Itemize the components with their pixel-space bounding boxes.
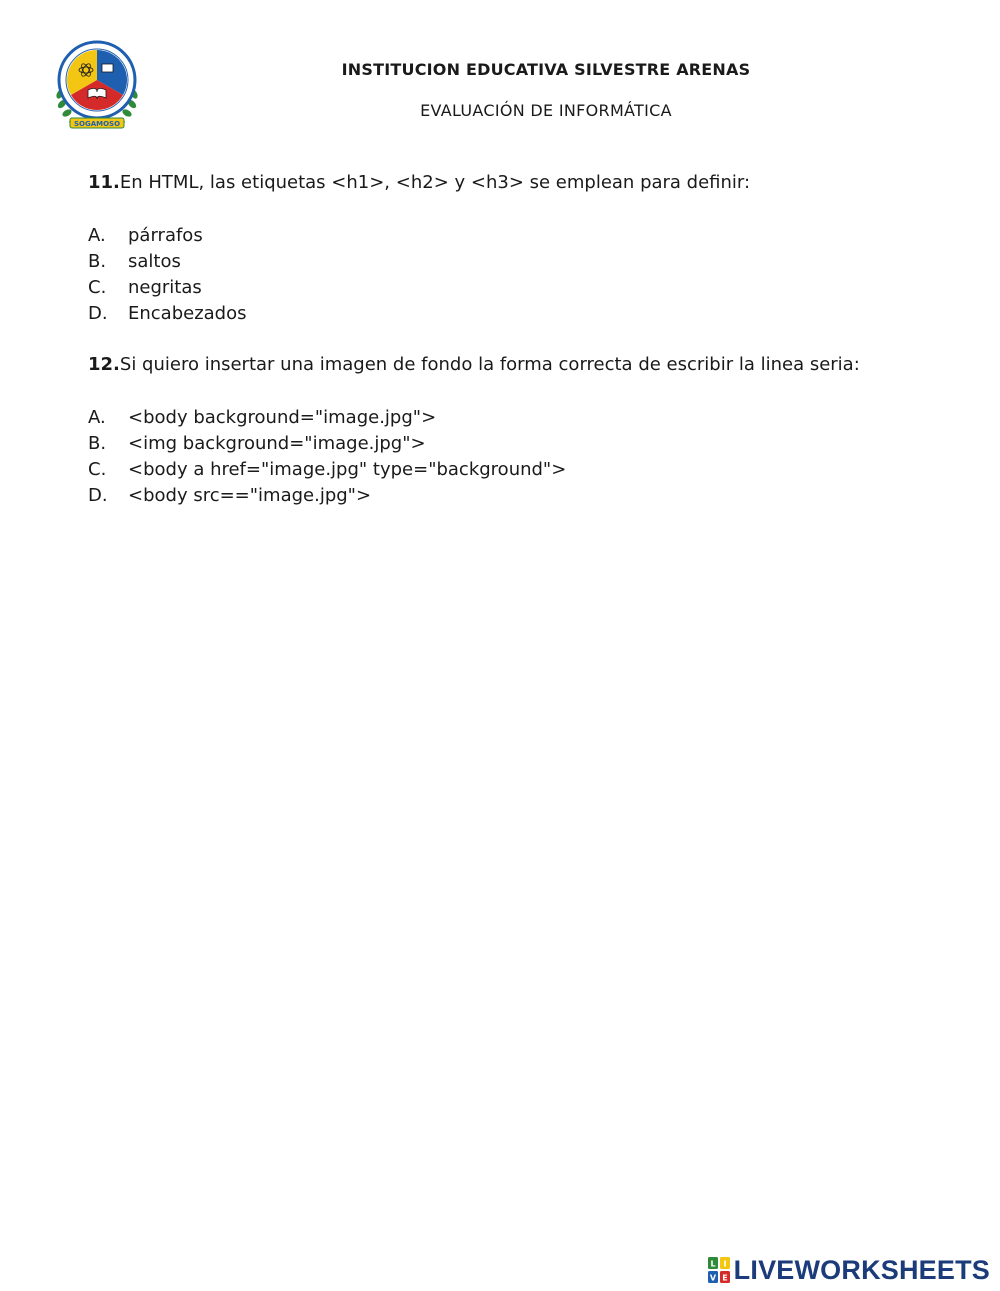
brand-text: LIVEWORKSHEETS [733, 1254, 990, 1285]
option-letter: B. [88, 251, 107, 272]
option-text: negritas [128, 277, 202, 298]
option-text: <img background="image.jpg"> [128, 433, 426, 454]
option-text: Encabezados [128, 303, 247, 324]
option-letter: D. [88, 303, 108, 324]
option-text: párrafos [128, 225, 203, 246]
computer-icon [102, 64, 113, 72]
option-d[interactable] [88, 483, 566, 509]
school-logo [52, 32, 142, 140]
question-12 [88, 354, 860, 375]
question-text: En HTML, las etiquetas <h1>, <h2> y <h3> se emplean para definir: [119, 172, 751, 193]
option-text: <body src=="image.jpg"> [128, 485, 372, 506]
option-d[interactable] [88, 301, 247, 327]
question-12-options [88, 405, 566, 509]
option-b[interactable] [88, 249, 247, 275]
option-letter: D. [88, 485, 108, 506]
option-letter: B. [88, 433, 107, 454]
question-number: 11. [88, 172, 120, 193]
svg-text:V: V [709, 1273, 716, 1283]
svg-text:SOGAMOSO: SOGAMOSO [73, 120, 121, 128]
option-letter: A. [88, 407, 106, 428]
option-a[interactable] [88, 405, 566, 431]
question-11 [88, 172, 750, 193]
option-letter: C. [88, 459, 107, 480]
liveworksheets-brand[interactable] [708, 1253, 990, 1287]
option-c[interactable] [88, 275, 247, 301]
svg-text:E: E [721, 1273, 728, 1283]
option-a[interactable] [88, 223, 247, 249]
question-11-options [88, 223, 247, 327]
school-name: INSTITUCION EDUCATIVA SILVESTRE ARENAS [341, 60, 751, 79]
liveworksheets-logo-icon [708, 1257, 730, 1283]
svg-text:L: L [710, 1259, 716, 1269]
option-b[interactable] [88, 431, 566, 457]
option-letter: C. [88, 277, 107, 298]
exam-title: EVALUACIÓN DE INFORMÁTICA [420, 101, 672, 120]
option-text: <body a href="image.jpg" type="background"> [128, 459, 567, 480]
option-text: saltos [128, 251, 181, 272]
option-letter: A. [88, 225, 106, 246]
option-text: <body background="image.jpg"> [128, 407, 437, 428]
option-c[interactable] [88, 457, 566, 483]
question-text: Si quiero insertar una imagen de fondo la forma correcta de escribir la linea seria: [119, 354, 860, 375]
svg-text:I: I [723, 1259, 727, 1269]
question-number: 12. [88, 354, 120, 375]
